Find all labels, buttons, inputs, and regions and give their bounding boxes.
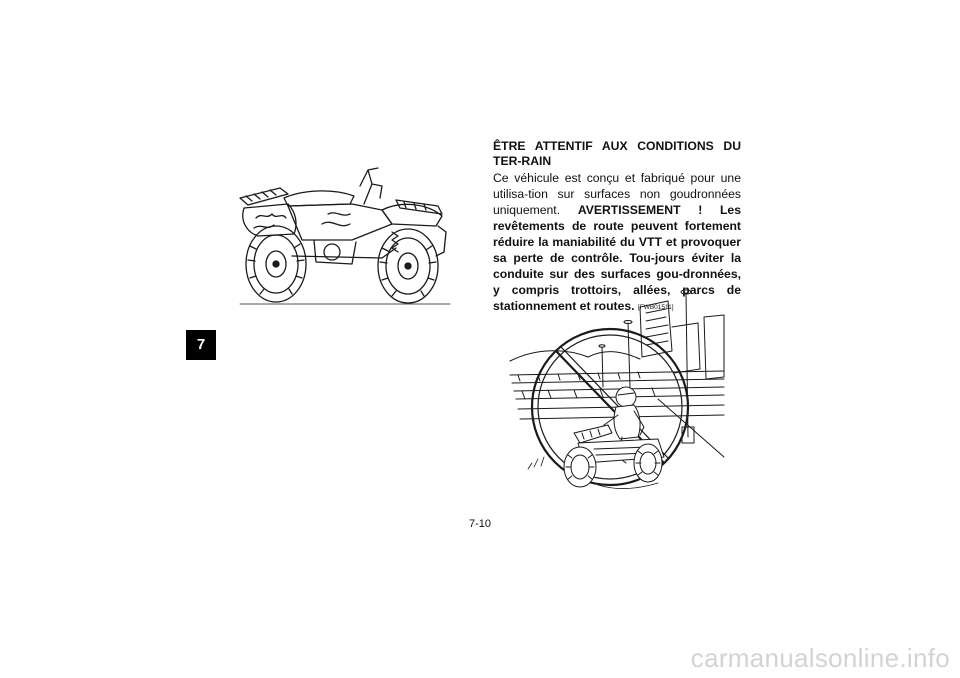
chapter-tab: 7 xyxy=(186,330,216,360)
section-heading: ÊTRE ATTENTIF AUX CONDITIONS DU TER-RAIN xyxy=(493,139,741,168)
watermark: carmanualsonline.info xyxy=(690,643,950,673)
warning-text: AVERTISSEMENT ! Les revêtements de route peuvent fortement réduire la maniabilité du VTT et provoquer sa perte de contrôle. Tou-jours éviter la conduite sur des surfaces gou-dronnées, y compris trottoirs, allées, parcs de stationnement et routes. xyxy=(493,203,741,313)
section-body-text: Ce véhicule est conçu et fabriqué pour une utilisa-tion sur surfaces non goudronnées uniquement. xyxy=(493,171,741,217)
atv-side-view-illustration xyxy=(232,160,457,308)
reference-code: [FWB01511] xyxy=(637,304,674,311)
no-paved-road-illustration xyxy=(508,287,728,497)
page-number: 7-10 xyxy=(468,518,492,530)
